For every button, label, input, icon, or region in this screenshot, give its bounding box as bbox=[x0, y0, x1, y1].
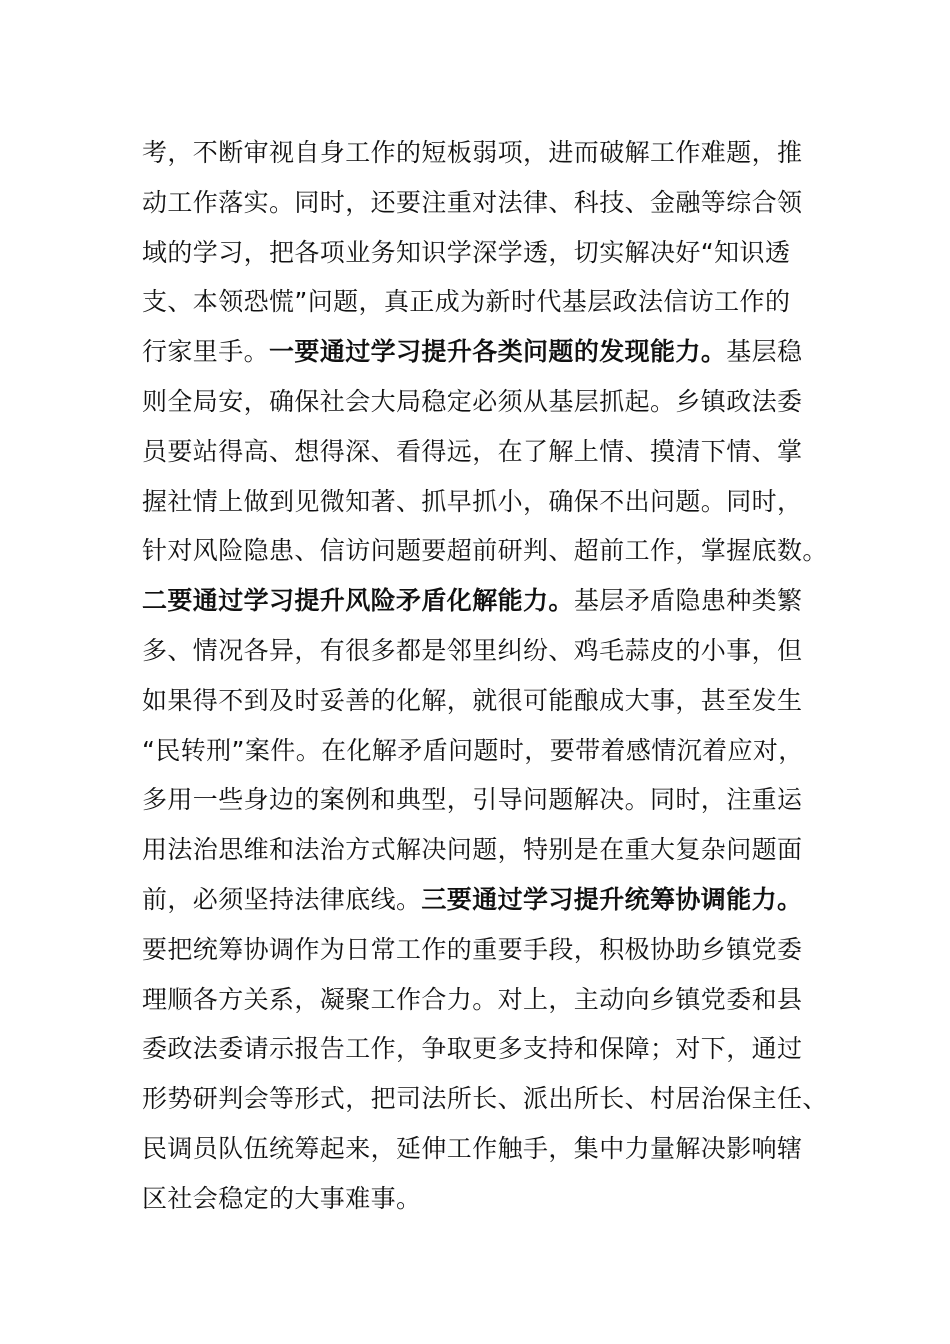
text-line bbox=[142, 526, 828, 576]
body-text-segment: “民转刑”案件。在化解矛盾问题时，要带着感情沉着应对， bbox=[142, 735, 804, 765]
body-text-segment: 针对风险隐患、信访问题要超前研判、超前工作，掌握底数。 bbox=[142, 536, 828, 566]
body-text-segment: 前，必须坚持法律底线。 bbox=[142, 884, 422, 914]
text-line bbox=[142, 975, 812, 1025]
text-line bbox=[142, 427, 812, 477]
text-line bbox=[142, 925, 812, 975]
body-text-segment: 多、情况各异，有很多都是邻里纠纷、鸡毛蒜皮的小事，但 bbox=[142, 635, 803, 665]
body-text-segment: 考，不断审视自身工作的短板弱项，进而破解工作难题，推 bbox=[142, 138, 803, 167]
text-line bbox=[142, 327, 812, 377]
body-text-segment: 基层稳 bbox=[726, 337, 803, 367]
text-line bbox=[142, 377, 812, 427]
body-text-segment: 民调员队伍统筹起来，延伸工作触手，集中力量解决影响辖 bbox=[142, 1133, 803, 1163]
body-text bbox=[142, 128, 828, 1224]
body-text-segment: 动工作落实。同时，还要注重对法律、科技、金融等综合领 bbox=[142, 187, 803, 217]
body-text-segment: 域的学习，把各项业务知识学深学透，切实解决好“知识透 bbox=[142, 237, 791, 267]
text-line bbox=[142, 726, 812, 776]
bold-heading-text: 三要通过学习提升统筹协调能力。 bbox=[421, 884, 803, 914]
text-line bbox=[142, 626, 812, 676]
bold-heading-text: 一要通过学习提升各类问题的发现能力。 bbox=[269, 337, 727, 367]
body-text-segment: 多用一些身边的案例和典型，引导问题解决。同时，注重运 bbox=[142, 785, 803, 815]
body-text-segment: 员要站得高、想得深、看得远，在了解上情、摸清下情、掌 bbox=[142, 436, 803, 466]
body-text-segment: 用法治思维和法治方式解决问题，特别是在重大复杂问题面 bbox=[142, 835, 803, 865]
body-text-segment: 支、本领恐慌”问题，真正成为新时代基层政法信访工作的 bbox=[142, 287, 791, 317]
text-line bbox=[142, 1124, 812, 1174]
text-line bbox=[142, 228, 812, 278]
body-text-segment: 行家里手。 bbox=[142, 337, 270, 367]
body-text-segment: 委政法委请示报告工作，争取更多支持和保障；对下，通过 bbox=[142, 1034, 803, 1064]
text-line bbox=[142, 775, 812, 825]
bold-heading-text: 二要通过学习提升风险矛盾化解能力。 bbox=[142, 586, 574, 616]
body-text-segment: 则全局安，确保社会大局稳定必须从基层抓起。乡镇政法委 bbox=[142, 386, 803, 416]
text-line bbox=[142, 1074, 828, 1124]
text-line bbox=[142, 277, 812, 327]
body-text-segment: 如果得不到及时妥善的化解，就很可能酿成大事，甚至发生 bbox=[142, 685, 803, 715]
text-line bbox=[142, 1174, 812, 1224]
text-line bbox=[142, 128, 812, 178]
body-text-segment: 握社情上做到见微知著、抓早抓小，确保不出问题。同时， bbox=[142, 486, 803, 516]
text-line bbox=[142, 875, 812, 925]
body-text-segment: 形势研判会等形式，把司法所长、派出所长、村居治保主任、 bbox=[142, 1084, 828, 1114]
text-line bbox=[142, 576, 812, 626]
body-text-segment: 区社会稳定的大事难事。 bbox=[142, 1183, 422, 1213]
text-line bbox=[142, 477, 812, 527]
text-line bbox=[142, 676, 812, 726]
body-text-segment: 基层矛盾隐患种类繁 bbox=[573, 586, 803, 616]
text-line bbox=[142, 1024, 812, 1074]
text-line bbox=[142, 825, 812, 875]
body-text-segment: 理顺各方关系，凝聚工作合力。对上，主动向乡镇党委和县 bbox=[142, 984, 803, 1014]
body-text-segment: 要把统筹协调作为日常工作的重要手段，积极协助乡镇党委 bbox=[142, 934, 803, 964]
text-line bbox=[142, 178, 812, 228]
